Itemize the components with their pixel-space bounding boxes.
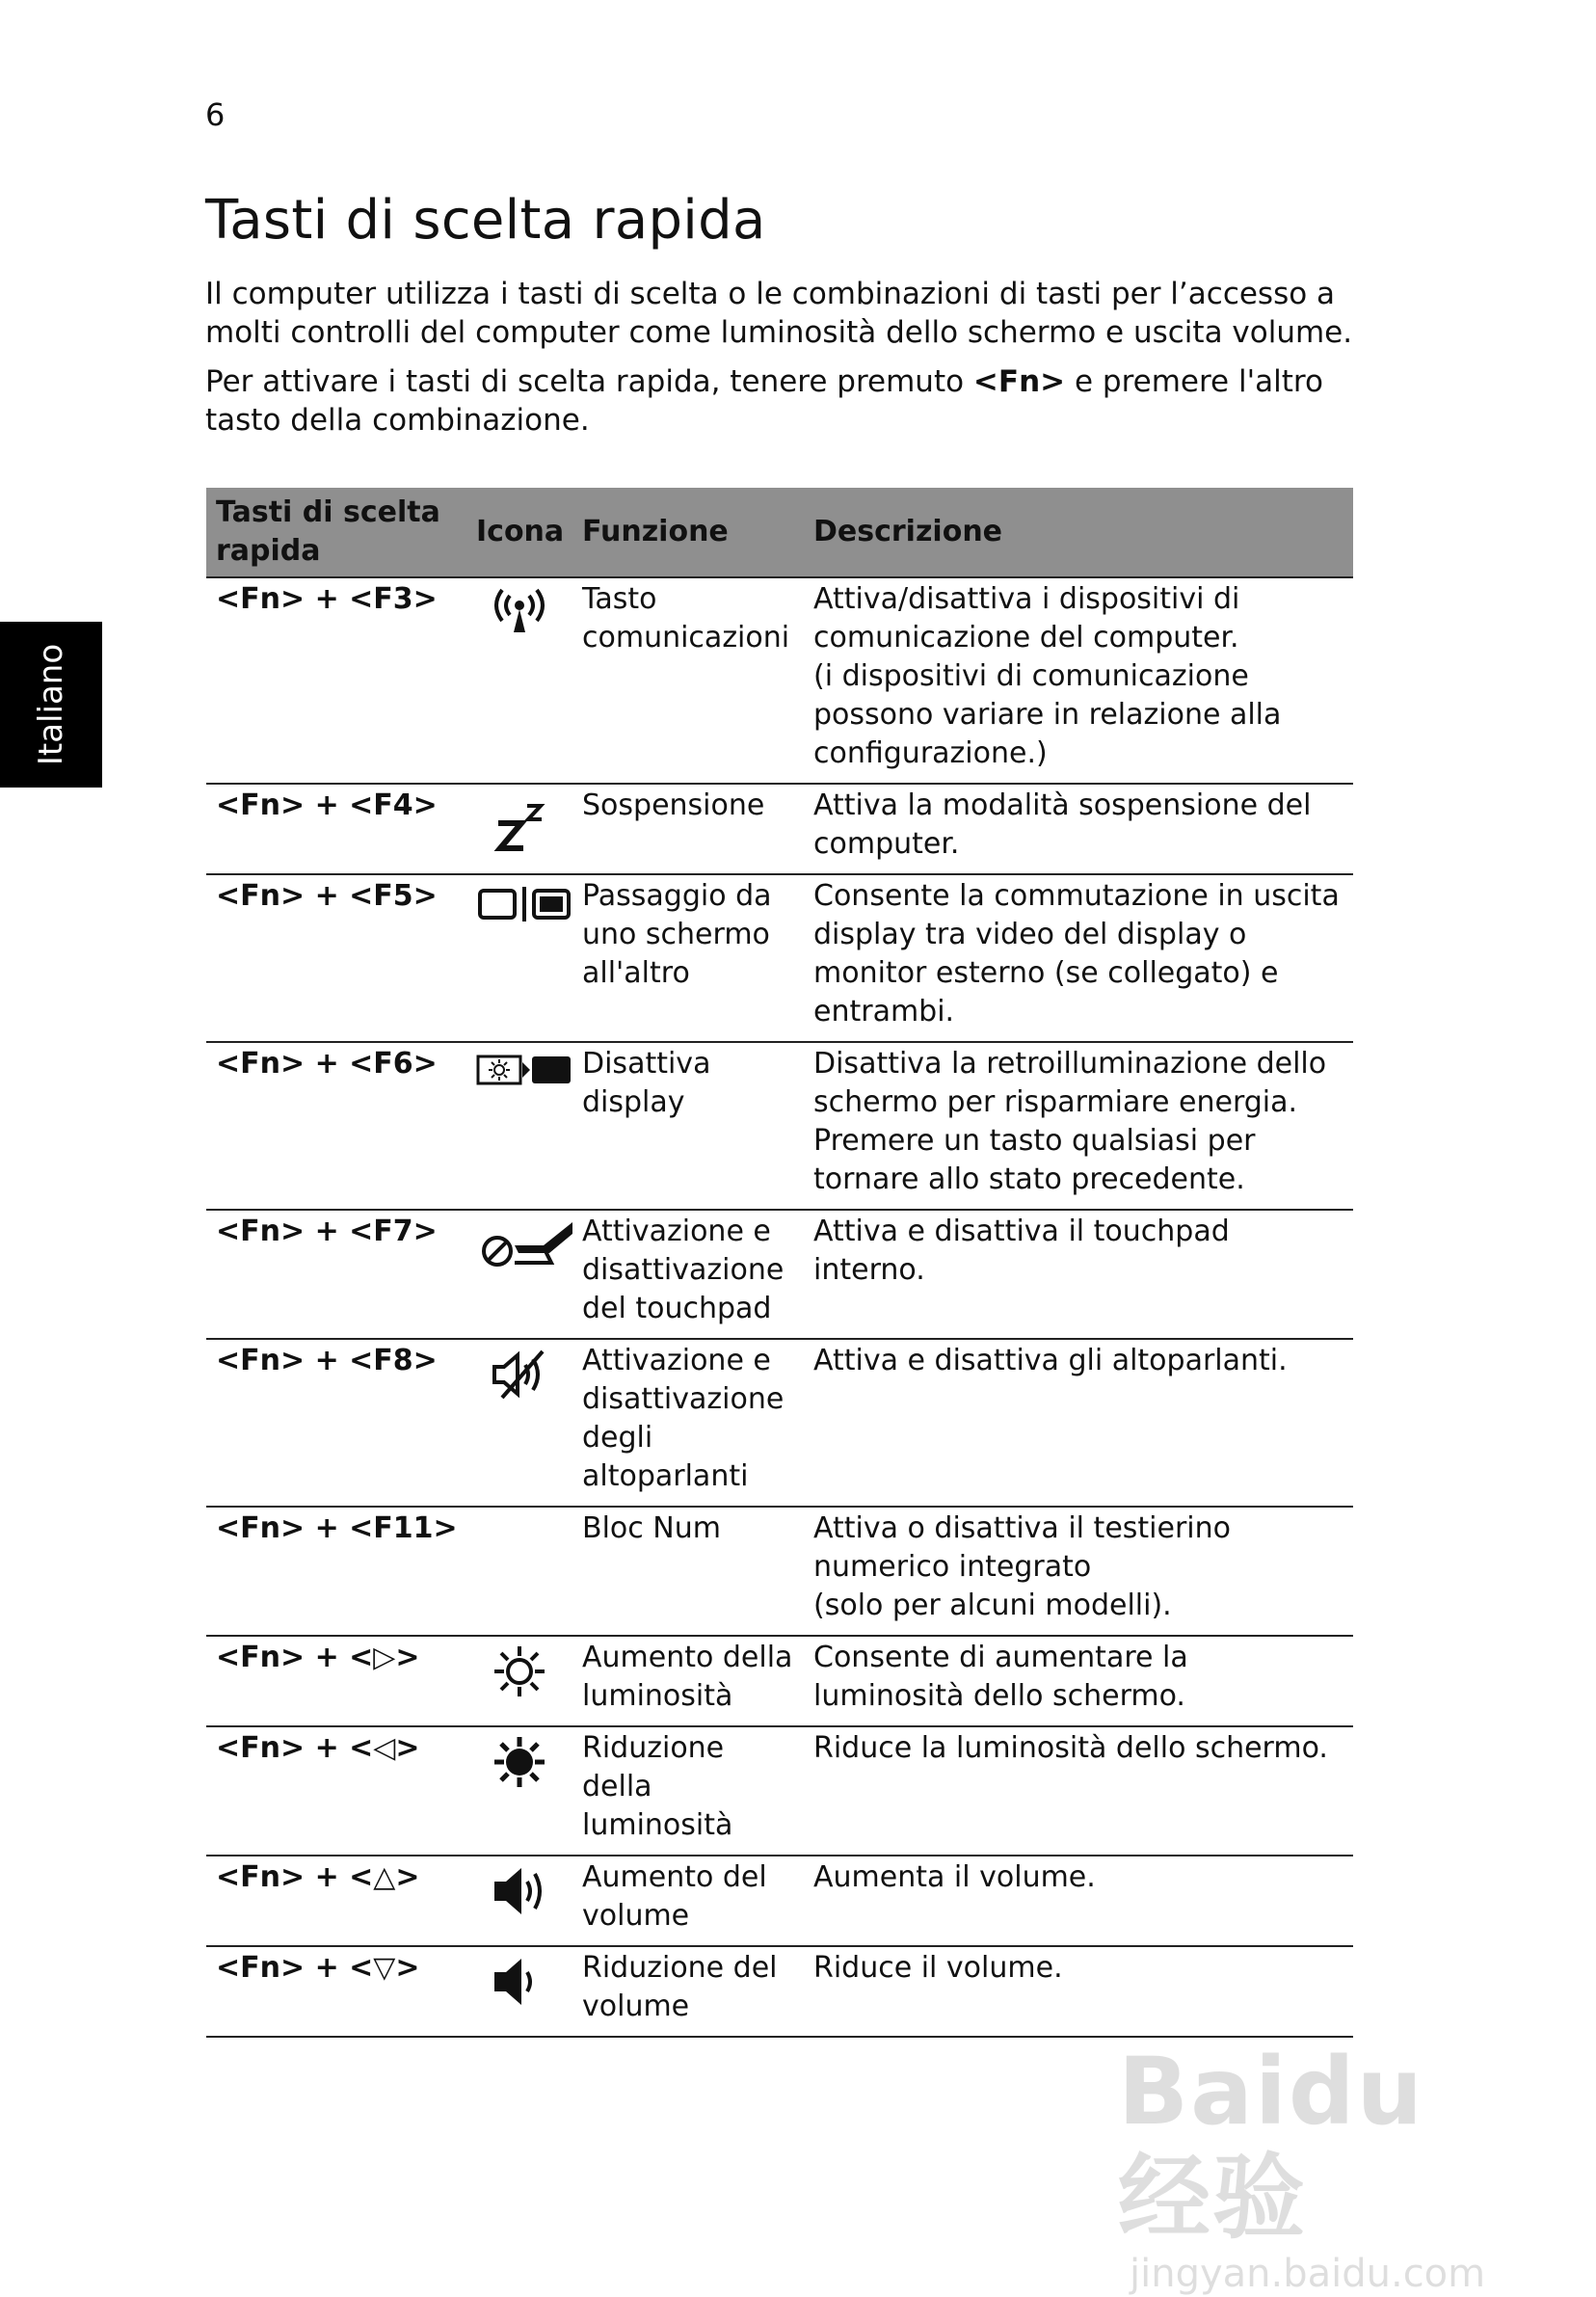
table-row [206, 1507, 1353, 1636]
hotkey-combo: <Fn> + <△> [206, 1856, 466, 1946]
watermark-logo-text: Baidu 经验 [1118, 2038, 1424, 2252]
table-row [206, 874, 1353, 1042]
hotkey-combo: <Fn> + <F5> [206, 874, 466, 1042]
display-off-icon [476, 1053, 572, 1086]
wireless-icon [489, 588, 550, 622]
hotkey-combo: <Fn> + <F6> [206, 1042, 466, 1210]
hotkey-description [804, 1210, 1353, 1339]
hotkey-function: Aumento del volume [572, 1856, 804, 1946]
hotkey-function: Tasto comunicazioni [572, 577, 804, 784]
language-tab [0, 622, 102, 788]
description-line: (solo per alcuni modelli). [813, 1589, 1172, 1622]
hotkey-function: Passaggio da uno schermo all'altro [572, 874, 804, 1042]
instruction-text-end: e premere l'altro tasto della combinazione. [205, 364, 1323, 438]
instruction-text-start: Per attivare i tasti di scelta rapida, tenere premuto [205, 364, 973, 399]
sleep-icon [492, 794, 546, 828]
hotkey-function: Disattiva display [572, 1042, 804, 1210]
table-row [206, 784, 1353, 874]
hotkey-description [804, 1726, 1353, 1856]
hotkey-function: Riduzione del volume [572, 1946, 804, 2037]
hotkey-description [804, 1507, 1353, 1636]
watermark [1118, 2038, 1523, 2296]
intro-paragraph: Il computer utilizza i tasti di scelta o le combinazioni di tasti per l’accesso a molti controlli del computer come luminosità dello schermo e uscita volume. [205, 277, 1353, 350]
hotkey-combo: <Fn> + <▷> [206, 1636, 466, 1726]
hotkey-description [804, 1636, 1353, 1726]
hotkey-function: Aumento della luminosità [572, 1636, 804, 1726]
touchpad-toggle-icon [476, 1220, 576, 1254]
hotkey-combo: <Fn> + <F11> [206, 1507, 466, 1636]
table-row [206, 1210, 1353, 1339]
table-row [206, 577, 1353, 784]
hotkey-icon-cell [466, 784, 572, 874]
hotkey-description [804, 1042, 1353, 1210]
table-row [206, 1042, 1353, 1210]
hotkey-icon-cell [466, 1856, 572, 1946]
hotkey-description [804, 1856, 1353, 1946]
hotkey-icon-cell [466, 874, 572, 1042]
description-line: Attiva o disattiva il testierino numerico integrato [813, 1511, 1231, 1584]
language-tab-label: Italiano [32, 643, 70, 766]
page-title: Tasti di scelta rapida [205, 189, 766, 252]
description-line: Riduce il volume. [813, 1951, 1063, 1985]
description-line: Attiva la modalità sospensione del computer. [813, 788, 1312, 861]
hotkey-function: Sospensione [572, 784, 804, 874]
volume-up-icon [489, 1866, 550, 1900]
hotkey-function: Attivazione e disattivazione del touchpad [572, 1210, 804, 1339]
volume-down-icon [489, 1957, 550, 1990]
hotkey-combo: <Fn> + <F8> [206, 1339, 466, 1507]
table-row [206, 1946, 1353, 2037]
hotkey-description [804, 874, 1353, 1042]
table-header-row [206, 488, 1353, 577]
description-line: (i dispositivi di comunicazione possono variare in relazione alla configurazione.) [813, 659, 1282, 770]
instruction-paragraph [205, 362, 1362, 440]
hotkey-combo: <Fn> + <F3> [206, 577, 466, 784]
hotkey-function: Attivazione e disattivazione degli altoparlanti [572, 1339, 804, 1507]
table-row [206, 1339, 1353, 1507]
header-icon: Icona [466, 488, 572, 577]
hotkey-combo: <Fn> + <F4> [206, 784, 466, 874]
watermark-url: jingyan.baidu.com [1130, 2252, 1486, 2296]
hotkey-function: Bloc Num [572, 1507, 804, 1636]
header-key: Tasti di scelta rapida [206, 488, 466, 577]
hotkey-icon-cell [466, 1210, 572, 1339]
description-line: Aumenta il volume. [813, 1860, 1096, 1894]
description-line: Attiva/disattiva i dispositivi di comunicazione del computer. [813, 582, 1240, 654]
display-toggle-icon [476, 885, 572, 919]
hotkey-description [804, 577, 1353, 784]
hotkey-icon-cell [466, 1946, 572, 2037]
brightness-down-icon [492, 1737, 546, 1771]
description-line: Consente di aumentare la luminosità dello schermo. [813, 1641, 1188, 1713]
hotkey-description [804, 1946, 1353, 2037]
fn-key-label: <Fn> [972, 364, 1066, 399]
hotkey-icon-cell [466, 1507, 572, 1636]
hotkeys-table [206, 488, 1353, 2038]
hotkey-icon-cell [466, 1636, 572, 1726]
hotkey-combo: <Fn> + <F7> [206, 1210, 466, 1339]
description-line: Riduce la luminosità dello schermo. [813, 1731, 1328, 1765]
hotkey-combo: <Fn> + <▽> [206, 1946, 466, 2037]
description-line: Disattiva la retroilluminazione dello schermo per risparmiare energia. Premere un tasto qualsiasi per tornare allo stato precedente. [813, 1047, 1327, 1196]
description-line: Consente la commutazione in uscita display tra video del display o monitor esterno (se collegato) e entrambi. [813, 879, 1340, 1028]
page-number: 6 [205, 96, 226, 133]
hotkey-icon-cell [466, 1042, 572, 1210]
description-line: Attiva e disattiva il touchpad interno. [813, 1215, 1230, 1287]
header-description: Descrizione [804, 488, 1353, 577]
table-row [206, 1856, 1353, 1946]
hotkey-description [804, 1339, 1353, 1507]
table-row [206, 1726, 1353, 1856]
hotkey-description [804, 784, 1353, 874]
hotkey-icon-cell [466, 1339, 572, 1507]
speaker-mute-icon [489, 1349, 550, 1383]
hotkey-combo: <Fn> + <◁> [206, 1726, 466, 1856]
hotkey-icon-cell [466, 577, 572, 784]
header-function: Funzione [572, 488, 804, 577]
description-line: Attiva e disattiva gli altoparlanti. [813, 1344, 1288, 1377]
brightness-up-icon [492, 1646, 546, 1680]
hotkey-icon-cell [466, 1726, 572, 1856]
hotkey-function: Riduzione della luminosità [572, 1726, 804, 1856]
table-row [206, 1636, 1353, 1726]
